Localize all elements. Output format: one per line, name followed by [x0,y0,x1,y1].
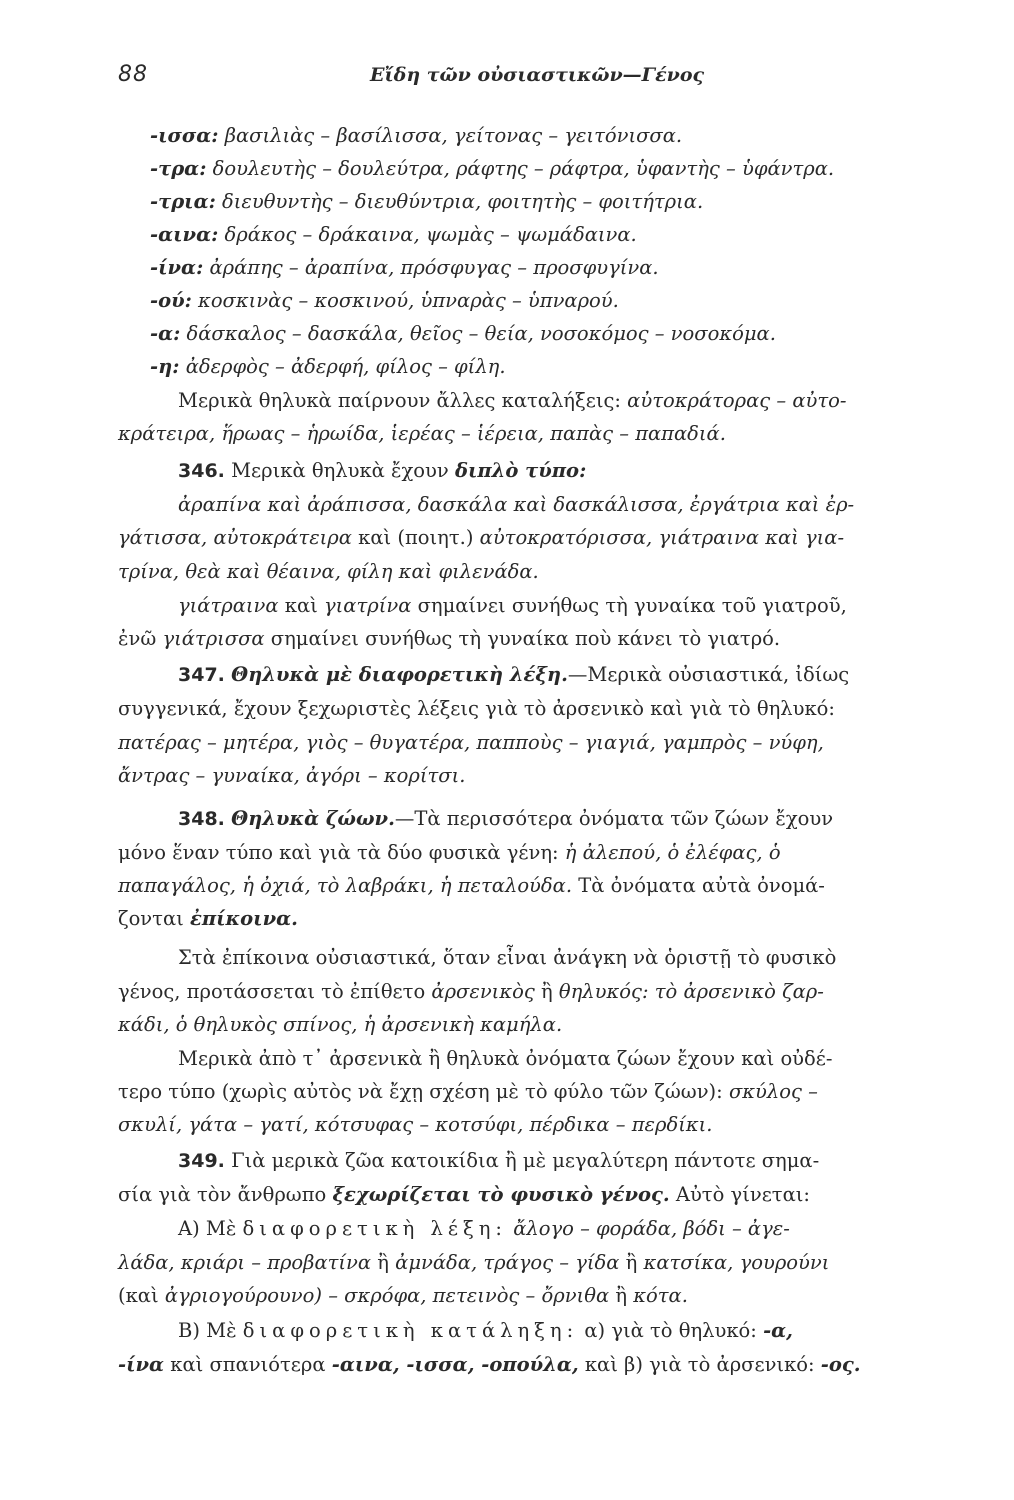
paragraph-line: Στὰ ἐπίκοινα οὐσιαστικά, ὅταν εἶναι ἀνάγκη νὰ ὁριστῇ τὸ φυσικὸ [178,946,837,969]
suffix: -αινα: [150,223,219,246]
suffix: -η: [150,355,180,378]
suffix-examples: δουλευτὴς – δουλεύτρα, ράφτης – ράφτρα, ὑφαντὴς – ὑφάντρα. [212,157,835,180]
paragraph-line: συγγενικά, ἔχουν ξεχωριστὲς λέξεις γιὰ τὸ ἀρσενικὸ καὶ γιὰ τὸ θηλυκό: [118,697,835,720]
paragraph-line: πατέρας – μητέρα, γιὸς – θυγατέρα, παπποὺς – γιαγιά, γαμπρὸς – νύφη, [118,731,824,754]
suffix-examples: δάσκαλος – δασκάλα, θεῖος – θεία, νοσοκόμος – νοσοκόμα. [186,322,776,345]
suffix-line [150,156,834,182]
suffix: -ισσα: [150,124,219,147]
paragraph-line: τρίνα, θεὰ καὶ θέαινα, φίλη καὶ φιλενάδα. [118,560,539,583]
paragraph-line: τερο τύπο (χωρὶς αὐτὸς νὰ ἔχῃ σχέση μὲ τὸ φύλο τῶν ζώων): σκύλος – [118,1080,818,1103]
suffix: -α: [150,322,181,345]
paragraph-line: Α) Μὲ διαφορετικὴ λέξη: ἄλογο – φοράδα, βόδι – ἀγε- [178,1217,790,1240]
running-head: Εἴδη τῶν οὐσιαστικῶν—Γένος [370,64,705,86]
section-number: 349. [178,1150,225,1172]
paragraph-line: κράτειρα, ἥρωας – ἡρωίδα, ἱερέας – ἱέρεια, παπὰς – παπαδιά. [118,422,726,445]
paragraph-line: Μερικὰ ἀπὸ τ᾿ ἀρσενικὰ ἢ θηλυκὰ ὀνόματα ζώων ἔχουν καὶ οὐδέ- [178,1047,833,1070]
paragraph-line: ἄντρας – γυναίκα, ἀγόρι – κορίτσι. [118,764,466,787]
paragraph-line: γιάτραινα καὶ γιατρίνα σημαίνει συνήθως τὴ γυναίκα τοῦ γιατροῦ, [178,594,847,617]
suffix: -τρα: [150,157,207,180]
suffix-examples: βασιλιὰς – βασίλισσα, γείτονας – γειτόνισσα. [224,124,683,147]
paragraph-346-start: 346. Μερικὰ θηλυκὰ ἔχουν διπλὸ τύπο: [178,459,587,482]
paragraph-349-start: 349. Γιὰ μερικὰ ζῶα κατοικίδια ἢ μὲ μεγαλύτερη πάντοτε σημα- [178,1149,820,1172]
paragraph-line: γάτισσα, αὐτοκράτειρα καὶ (ποιητ.) αὐτοκρατόρισσα, γιάτραινα καὶ για- [118,526,845,549]
paragraph-348-start: 348. Θηλυκὰ ζώων.—Τὰ περισσότερα ὀνόματα τῶν ζώων ἔχουν [178,807,834,830]
paragraph-line: ἀραπίνα καὶ ἀράπισσα, δασκάλα καὶ δασκάλισσα, ἐργάτρια καὶ ἐρ- [178,493,855,516]
suffix-line [150,288,619,314]
paragraph-line: σκυλί, γάτα – γατί, κότσυφας – κοτσύφι, πέρδικα – περδίκι. [118,1113,713,1136]
suffix-line [150,189,703,215]
paragraph-line: σία γιὰ τὸν ἄνθρωπο ξεχωρίζεται τὸ φυσικὸ γένος. Αὐτὸ γίνεται: [118,1183,810,1206]
suffix-line [150,321,776,347]
section-heading: Θηλυκὰ ζώων. [231,807,395,830]
paragraph-line: γένος, προτάσσεται τὸ ἐπίθετο ἀρσενικὸς ἢ θηλυκός: τὸ ἀρσενικὸ ζαρ- [118,980,824,1003]
suffix-examples: κοσκινὰς – κοσκινού, ὑπναρὰς – ὑπναρού. [198,289,619,312]
section-number: 347. [178,664,225,686]
suffix-examples: ἀράπης – ἀραπίνα, πρόσφυγας – προσφυγίνα. [209,256,659,279]
suffix-line [150,222,637,248]
suffix-line [150,354,506,380]
paragraph-line: μόνο ἕναν τύπο καὶ γιὰ τὰ δύο φυσικὰ γένη: ἡ ἀλεπού, ὁ ἐλέφας, ὁ [118,841,781,864]
suffix: -τρια: [150,190,216,213]
paragraph-line: ζονται ἐπίκοινα. [118,907,298,930]
suffix-line [150,255,659,281]
paragraph-line: Μερικὰ θηλυκὰ παίρνουν ἄλλες καταλήξεις: αὐτοκράτορας – αὐτο- [178,389,847,412]
page-header [118,62,918,92]
paragraph-line: λάδα, κριάρι – προβατίνα ἢ ἀμνάδα, τράγος – γίδα ἢ κατσίκα, γουρούνι [118,1251,830,1274]
section-number: 346. [178,460,225,482]
paragraph-line: -ίνα καὶ σπανιότερα -αινα, -ισσα, -οπούλα, καὶ β) γιὰ τὸ ἀρσενικό: -ος. [118,1353,861,1376]
suffix-line [150,123,682,149]
section-number: 348. [178,808,225,830]
paragraph-line: (καὶ ἀγριογούρουνο) – σκρόφα, πετεινὸς – ὄρνιθα ἢ κότα. [118,1284,688,1307]
suffix: -ίνα: [150,256,204,279]
paragraph-347-start: 347. Θηλυκὰ μὲ διαφορετικὴ λέξη.—Μερικὰ οὐσιαστικά, ἰδίως [178,663,850,686]
paragraph-line: ἐνῶ γιάτρισσα σημαίνει συνήθως τὴ γυναίκα ποὺ κάνει τὸ γιατρό. [118,627,781,650]
paragraph-line: παπαγάλος, ἡ ὀχιά, τὸ λαβράκι, ἡ πεταλούδα. Τὰ ὀνόματα αὐτὰ ὀνομά- [118,874,825,897]
suffix-examples: δράκος – δράκαινα, ψωμὰς – ψωμάδαινα. [224,223,637,246]
paragraph-line: κάδι, ὁ θηλυκὸς σπίνος, ἡ ἀρσενικὴ καμήλα. [118,1013,563,1036]
section-heading: Θηλυκὰ μὲ διαφορετικὴ λέξη. [231,663,568,686]
suffix-examples: ἀδερφὸς – ἀδερφή, φίλος – φίλη. [185,355,506,378]
suffix-examples: διευθυντὴς – διευθύντρια, φοιτητὴς – φοιτήτρια. [222,190,704,213]
page-number: 88 [118,62,148,87]
paragraph-line: Β) Μὲ διαφορετικὴ κατάληξη: α) γιὰ τὸ θηλυκό: -α, [178,1319,793,1342]
suffix: -ού: [150,289,192,312]
